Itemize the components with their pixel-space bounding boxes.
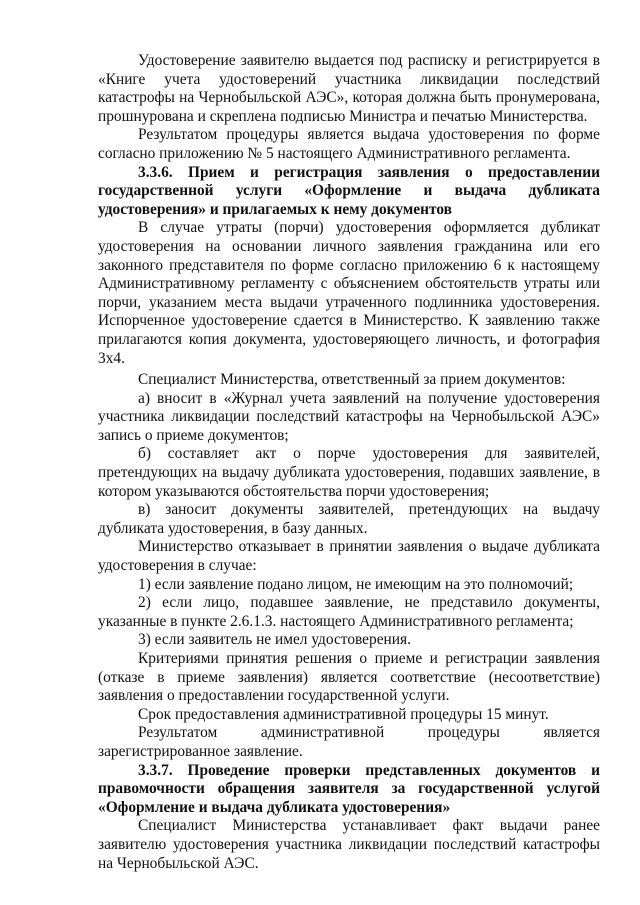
list-item: в) заносит документы заявителей, претендующих на выдачу дубликата удостоверения, в базу данных. — [98, 501, 600, 537]
list-item: 1) если заявление подано лицом, не имеющим на это полномочий; — [138, 575, 574, 593]
paragraph: В случае утраты (порчи) удостоверения оформляется дубликат удостоверения на основании личного заявления гражданина или его законного представителя по форме согласно приложению 6 к настоящему Административному регламенту с объяснением обстоятельств утраты или порчи, указанием места выдачи утраченного подлинника удостоверения. Испорченное удостоверение сдается в Министерство. К заявлению также прилагаются копия документа, удостоверяющего личность, и фотография 3х4. — [98, 219, 600, 367]
paragraph: Удостоверение заявителю выдается под расписку и регистрируется в «Книге учета удостоверений участника ликвидации последствий катастрофы на Чернобыльской АЭС», которая должна быть пронумерована, прошнурована и скреплена подписью Министра и печатью Министерства. — [98, 52, 600, 125]
document-page — [98, 52, 600, 873]
paragraph: Специалист Министерства, ответственный за прием документов: — [138, 371, 566, 389]
paragraph: Критериями принятия решения о приеме и регистрации заявления (отказе в приеме заявления) является соответствие (несоответствие) заявления о предоставлении государственной услуги. — [98, 650, 600, 705]
list-item: 3) если заявитель не имел удостоверения. — [138, 631, 411, 649]
paragraph: Результатом процедуры является выдача удостоверения по форме согласно приложению № 5 настоящего Административного регламента. — [98, 126, 600, 162]
list-item: б) составляет акт о порче удостоверения для заявителей, претендующих на выдачу дубликата удостоверения, подавших заявление, в котором указываются обстоятельства порчи удостоверения; — [98, 445, 600, 500]
section-heading: 3.3.6. Прием и регистрация заявления о предоставлении государственной услуги «Оформление и выдача дубликата удостоверения» и прилагаемых к нему документов — [98, 163, 600, 218]
list-item: 2) если лицо, подавшее заявление, не представило документы, указанные в пункте 2.6.1.3. настоящего Административного регламента; — [98, 594, 600, 630]
paragraph: Министерство отказывает в принятии заявления о выдаче дубликата удостоверения в случае: — [98, 538, 600, 575]
paragraph: Срок предоставления административной процедуры 15 минут. — [138, 705, 549, 723]
paragraph: Результатом административной процедуры является зарегистрированное заявление. — [98, 724, 600, 760]
paragraph: Специалист Министерства устанавливает факт выдачи ранее заявителю удостоверения участника ликвидации последствий катастрофы на Чернобыльской АЭС. — [98, 817, 600, 872]
section-heading: 3.3.7. Проведение проверки представленных документов и правомочности обращения заявителя за государственной услугой «Оформление и выдача дубликата удостоверения» — [98, 761, 600, 816]
list-item: а) вносит в «Журнал учета заявлений на получение удостоверения участника ликвидации последствий катастрофы на Чернобыльской АЭС» запись о приеме документов; — [98, 389, 600, 444]
